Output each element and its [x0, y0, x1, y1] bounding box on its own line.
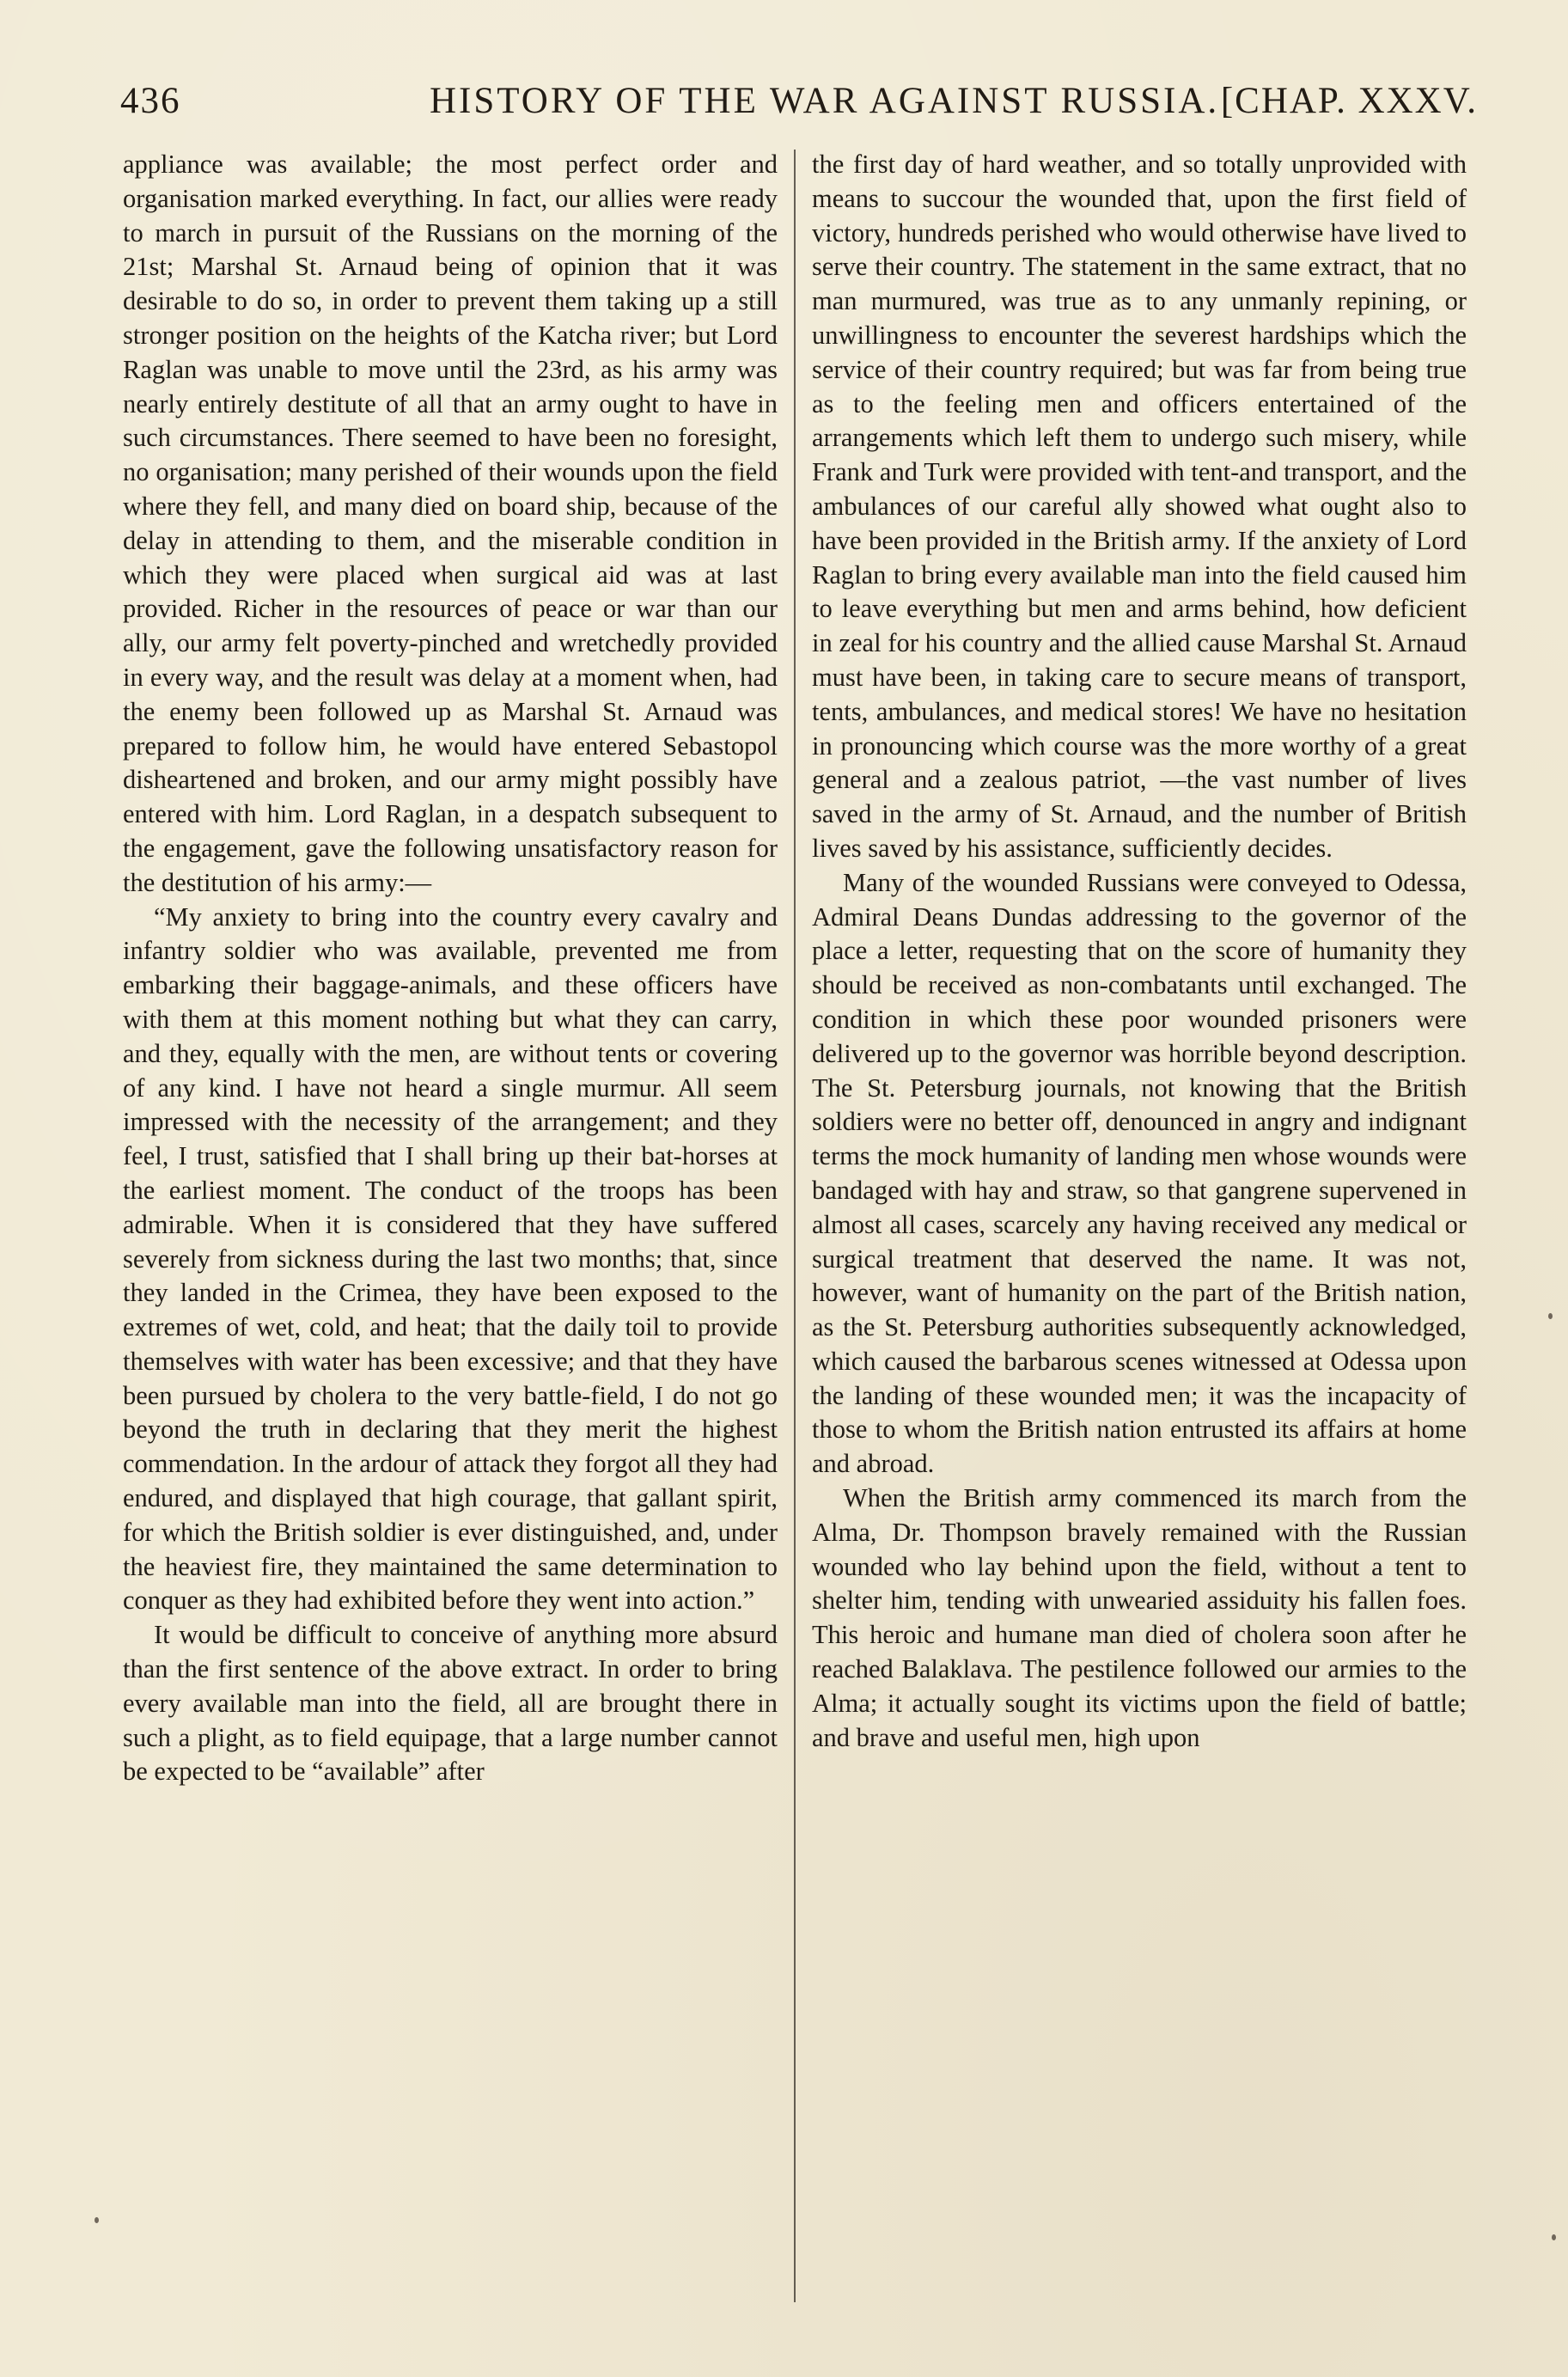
paragraph: Many of the wounded Russians were conveyed to Odessa, Admiral Deans Dundas addressing to the governor of the place a letter, requesting that on the score of humanity they should be received as non-combatants until exchanged. The condition in which these poor wounded prisoners were delivered up to the governor was horrible beyond description. The St. Petersburg journals, not knowing that the British soldiers were no better off, denounced in angry and indignant terms the mock humanity of landing men whose wounds were bandaged with hay and straw, so that gangrene supervened in almost all cases, scarcely any having received any medical or surgical treatment that deserved the name. It was not, however, want of humanity on the part of the British nation, as the St. Petersburg authorities subsequently acknowledged, which caused the barbarous scenes witnessed at Odessa upon the landing of these wounded men; it was the incapacity of those to whom the British nation entrusted its affairs at home and abroad.: [812, 867, 1467, 1479]
chapter-reference: [CHAP. XXXV.: [1220, 81, 1478, 121]
right-column: [812, 148, 1467, 1755]
running-head: [120, 76, 1478, 127]
ink-speck: [1548, 1313, 1553, 1319]
left-column: [123, 148, 778, 1789]
paragraph: When the British army commenced its march from the Alma, Dr. Thompson bravely remained with the Russian wounded who lay behind upon the field, without a tent to shelter him, tending with unwearied assiduity his fallen foes. This heroic and humane man died of cholera soon after he reached Balaklava. The pestilence followed our armies to the Alma; it actually sought its victims upon the field of battle; and brave and useful men, high upon: [812, 1483, 1467, 1752]
quoted-despatch: “My anxiety to bring into the country every cavalry and infantry soldier who was available, prevented me from embarking their baggage-animals, and these officers have with them at this moment nothing but what they can carry, and they, equally with the men, are without tents or covering of any kind. I have not heard a single murmur. All seem impressed with the necessity of the arrangement; and they feel, I trust, satisfied that I shall bring up their bat-horses at the earliest moment. The conduct of the troops has been admirable. When it is considered that they have suffered severely from sickness during the last two months; that, since they landed in the Crimea, they have been exposed to the extremes of wet, cold, and heat; that the daily toil to provide themselves with water has been excessive; and that they have been pursued by cholera to the very battle-field, I do not go beyond the truth in declaring that they merit the highest commendation. In the ardour of attack they forgot all they had endured, and displayed that high courage, that gallant spirit, for which the British soldier is ever distinguished, and, under the heaviest fire, they maintained the same determination to conquer as they had exhibited before they went into action.”: [123, 901, 778, 1616]
ink-speck: [95, 2217, 99, 2223]
running-title: HISTORY OF THE WAR AGAINST RUSSIA.: [430, 81, 1220, 121]
ink-speck: [1552, 2234, 1556, 2240]
paragraph: It would be difficult to conceive of anything more absurd than the first sentence of the above extract. In order to bring every available man into the field, all are brought there in such a plight, as to field equipage, that a large number cannot be expected to be “available” after: [123, 1620, 778, 1787]
page-number: 436: [120, 81, 181, 121]
column-divider: [794, 150, 796, 2302]
paragraph-continued: the first day of hard weather, and so totally unprovided with means to succour the wounded that, upon the first field of victory, hundreds perished who would otherwise have lived to serve their country. The statement in the same extract, that no man murmured, was true as to any unmanly repining, or unwillingness to encounter the severest hardships which the service of their country required; but was far from being true as to the feeling men and officers entertained of the arrangements which left them to undergo such misery, while Frank and Turk were provided with tent-and transport, and the ambulances of our careful ally showed what ought also to have been provided in the British army. If the anxiety of Lord Raglan to bring every available man into the field caused him to leave everything but men and arms behind, how deficient in zeal for his country and the allied cause Marshal St. Arnaud must have been, in taking care to secure means of transport, tents, ambulances, and medical stores! We have no hesitation in pronouncing which course was the more worthy of a great general and a zealous patriot, —the vast number of lives saved in the army of St. Arnaud, and the number of British lives saved by his assistance, sufficiently decides.: [812, 150, 1467, 863]
paragraph-continued: appliance was available; the most perfect order and organisation marked everything. In fact, our allies were ready to march in pursuit of the Russians on the morning of the 21st; Marshal St. Arnaud being of opinion that it was desirable to do so, in order to prevent them taking up a still stronger position on the heights of the Katcha river; but Lord Raglan was unable to move until the 23rd, as his army was nearly entirely destitute of all that an army ought to have in such circumstances. There seemed to have been no foresight, no organisation; many perished of their wounds upon the field where they fell, and many died on board ship, because of the delay in attending to them, and the miserable condition in which they were placed when surgical aid was at last provided. Richer in the resources of peace or war than our ally, our army felt poverty-pinched and wretchedly provided in every way, and the result was delay at a moment when, had the enemy been followed up as Marshal St. Arnaud was prepared to follow him, he would have entered Sebastopol disheartened and broken, and our army might possibly have entered with him. Lord Raglan, in a despatch subsequent to the engagement, gave the following unsatisfactory reason for the destitution of his army:—: [123, 150, 778, 897]
